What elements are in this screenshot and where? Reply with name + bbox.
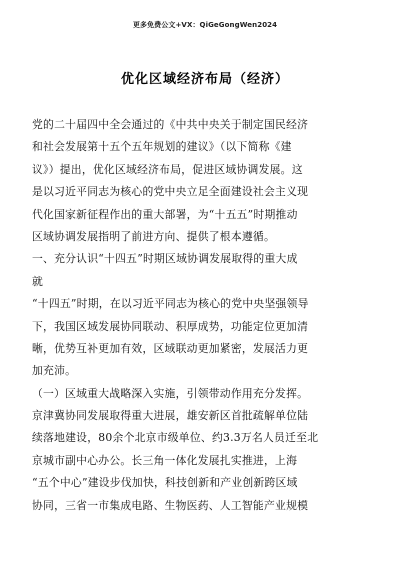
body-line: “十四五”时期，在以习近平同志为核心的党中央坚强领导 [32, 297, 309, 311]
body-line: 党的二十届四中全会通过的《中共中央关于制定国民经济 [32, 118, 309, 131]
body-line: “五个中心”建设步伐加快，科技创新和产业创新跨区域 [32, 476, 298, 490]
subsection-heading: （一）区域重大战略深入实施，引领带动作用充分发挥。 [32, 386, 309, 400]
body-line: 京城市副中心办公。长三角一体化发展扎实推进，上海 [32, 453, 298, 467]
body-line: 京津冀协同发展取得重大进展，雄安新区首批疏解单位陆 [32, 409, 309, 423]
body-line: 晰，优势互补更加有效，区域联动更加紧密，发展活力更 [32, 341, 309, 355]
body-line: 区域协调发展指明了前进方向、提供了根本遵循。 [32, 229, 276, 243]
body-line: 续落地建设，80余个北京市级单位、约3.3万名人员迁至北 [32, 431, 319, 445]
body-line: 协同，三省一市集成电路、生物医药、人工智能产业规模 [32, 498, 309, 512]
header-note: 更多免费公文+VX：QiGeGongWen2024 [132, 21, 278, 29]
body-line: 是以习近平同志为核心的党中央立足全面建设社会主义现 [32, 185, 309, 199]
document-title: 优化区域经济布局（经济） [120, 72, 289, 87]
body-line: 和社会发展第十五个五年规划的建议》（以下简称《建 [32, 140, 292, 154]
section-heading: 一、充分认识“十四五”时期区域协调发展取得的重大成 [32, 252, 298, 266]
body-line: 代化国家新征程作出的重大部署，为“十五五”时期推动 [32, 207, 298, 221]
body-line: 加充沛。 [32, 364, 77, 378]
document-body [32, 114, 378, 517]
section-heading: 就 [32, 274, 44, 288]
body-line: 下，我国区域发展协同联动、积厚成势，功能定位更加清 [32, 319, 309, 333]
body-line: 议》）提出，优化区域经济布局，促进区域协调发展。这 [32, 162, 303, 176]
